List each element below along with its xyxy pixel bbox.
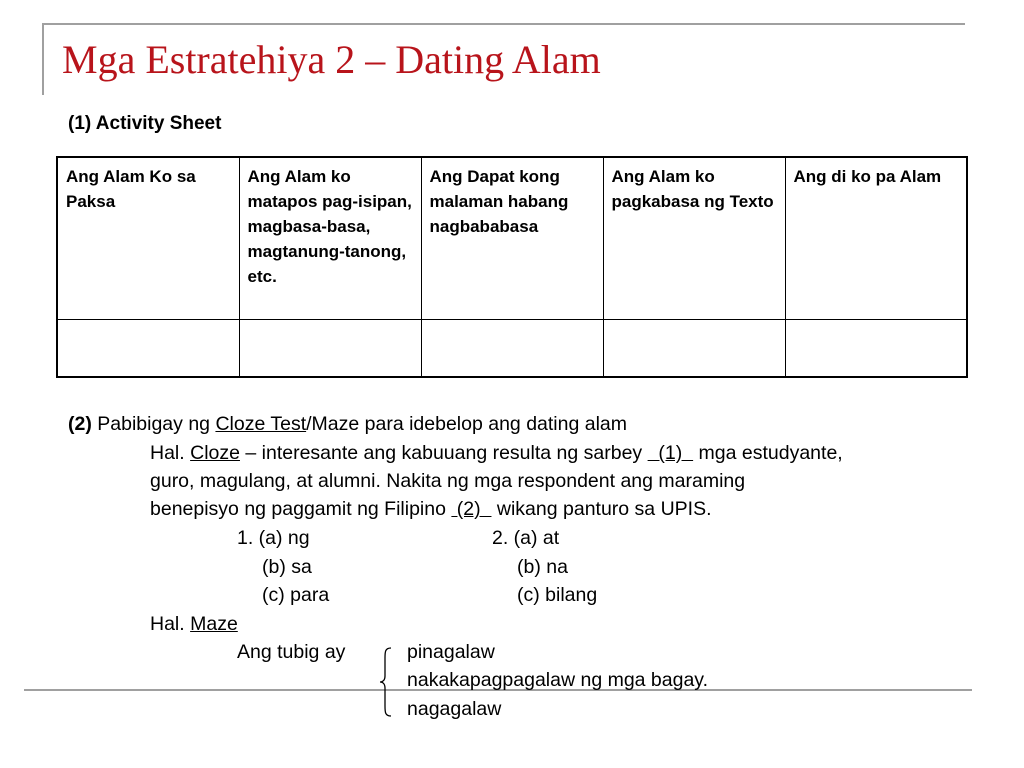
- table-header-cell: Ang di ko pa Alam: [785, 157, 967, 319]
- hal-label: Hal.: [150, 442, 191, 464]
- curly-brace-icon: [378, 646, 394, 718]
- table-header-cell: Ang Alam ko matapos pag-isipan, magbasa-basa, magtanung-tanong, etc.: [239, 157, 421, 319]
- table-cell: [239, 319, 421, 377]
- activity-sheet-heading: (1) Activity Sheet: [68, 113, 222, 134]
- maze-choice-3: nagagalaw: [407, 698, 502, 720]
- option-1b: (b) sa: [262, 556, 312, 578]
- option-2c: (c) bilang: [517, 584, 598, 606]
- option-2b: (b) na: [517, 556, 568, 578]
- maze-choice-2: nakakapagpagalaw ng mga bagay.: [407, 669, 709, 691]
- option-2a: 2. (a) at: [492, 527, 560, 549]
- table-cell: [421, 319, 603, 377]
- section-number: (2): [68, 413, 92, 435]
- table-header-cell: Ang Alam Ko sa Paksa: [57, 157, 239, 319]
- table-row: [57, 319, 967, 377]
- frame-left-rule: [42, 23, 44, 95]
- cloze-example-line-2: guro, magulang, at alumni. Nakita ng mga respondent ang maraming: [150, 470, 746, 492]
- cloze-example-line-1: [150, 439, 843, 468]
- table-cell: [57, 319, 239, 377]
- cloze-intro-post: /Maze para idebelop ang dating alam: [306, 413, 628, 435]
- maze-example-label: [150, 610, 238, 639]
- cloze-test-term: Cloze Test: [215, 413, 307, 435]
- cloze-term: Cloze: [190, 442, 240, 464]
- blank-1: (1): [647, 442, 694, 464]
- page-title: Mga Estratehiya 2 – Dating Alam: [62, 37, 601, 82]
- cloze-example-line-3: [150, 495, 712, 524]
- cloze-intro-line: [68, 410, 627, 439]
- maze-choice-1: pinagalaw: [407, 641, 495, 663]
- cloze-line1-text: – interesante ang kabuuang resulta ng sarbey: [239, 442, 648, 464]
- table-header-row: [57, 157, 967, 319]
- cloze-line3-end: wikang panturo sa UPIS.: [491, 498, 712, 520]
- hal-label: Hal.: [150, 613, 191, 635]
- blank-2: (2): [451, 498, 492, 520]
- table-cell: [603, 319, 785, 377]
- maze-term: Maze: [190, 613, 238, 635]
- option-1a: 1. (a) ng: [237, 527, 310, 549]
- table-header-cell: Ang Dapat kong malaman habang nagbababasa: [421, 157, 603, 319]
- frame-top-rule: [42, 23, 965, 25]
- cloze-line1-end: mga estudyante,: [693, 442, 843, 464]
- option-1c: (c) para: [262, 584, 330, 606]
- maze-stem: Ang tubig ay: [237, 641, 346, 663]
- activity-table: [56, 156, 968, 378]
- table-cell: [785, 319, 967, 377]
- table-header-cell: Ang Alam ko pagkabasa ng Texto: [603, 157, 785, 319]
- cloze-intro-pre: Pabibigay ng: [91, 413, 216, 435]
- cloze-line3-text: benepisyo ng paggamit ng Filipino: [150, 498, 452, 520]
